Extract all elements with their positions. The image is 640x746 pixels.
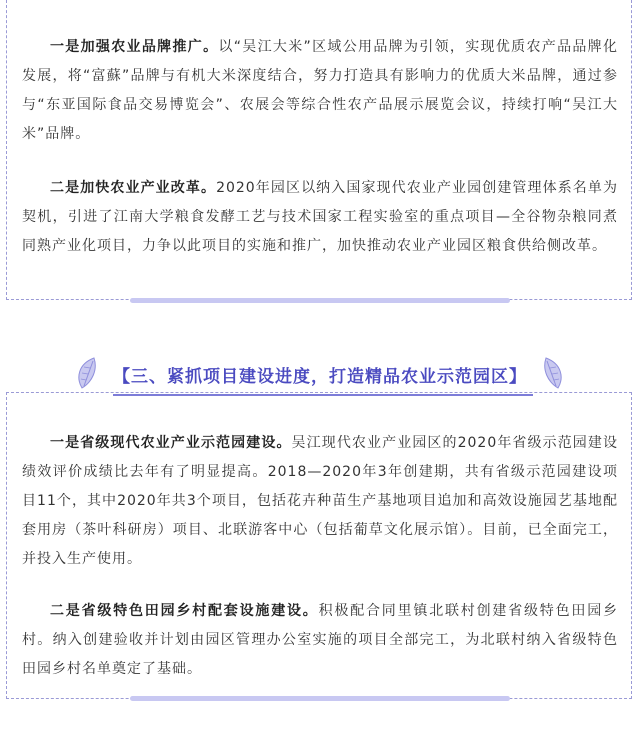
paragraph-rural-facilities [22, 597, 618, 684]
paragraph-brand-promotion [22, 33, 618, 149]
paragraph-industry-reform [22, 174, 618, 261]
paragraph-demo-park [22, 429, 618, 574]
paragraph-body: 以“吴江大米”区域公用品牌为引领，实现优质农产品品牌化发展，将“富蘇”品牌与有机大米深度结合，努力打造具有影响力的优质大米品牌，通过参与“东亚国际食品交易博览会”、农展会等综合性农产品展示展览会议，持续打响“吴江大米”品牌。 [22, 39, 618, 142]
paragraph-body: 2020年园区以纳入国家现代农业产业园创建管理体系名单为契机，引进了江南大学粮食发酵工艺与技术国家工程实验室的重点项目—全谷物杂粮同煮同熟产业化项目，力争以此项目的实施和推广，加快推动农业产业园区粮食供给侧改革。 [22, 180, 618, 254]
paragraph-lead: 一是省级现代农业产业示范园建设。 [50, 435, 292, 451]
paragraph-lead: 一是加强农业品牌推广。 [50, 39, 219, 55]
section-title: 【三、紧抓项目建设进度，打造精品农业示范园区】 [113, 367, 527, 387]
leaf-left-icon [74, 356, 100, 390]
leaf-right-icon [540, 356, 566, 390]
paragraph-body: 积极配合同里镇北联村创建省级特色田园乡村。纳入创建验收并计划由园区管理办公室实施的项目全部完工，为北联村纳入省级特色田园乡村名单奠定了基础。 [22, 603, 619, 677]
paragraph-lead: 二是省级特色田园乡村配套设施建设。 [50, 603, 319, 619]
paragraph-lead: 二是加快农业产业改革。 [50, 180, 217, 196]
decor-bar-bottom [130, 696, 510, 701]
paragraph-body: 吴江现代农业产业园区的2020年省级示范园建设绩效评价成绩比去年有了明显提高。2018—2020年3年创建期，共有省级示范园建设项目11个，其中2020年共3个项目，包括花卉种苗生产基地项目追加和高效设施园艺基地配套用房（茶叶科研房）项目、北联游客中心（包括葡草文化展示馆）。目前，已全面完工，并投入生产使用。 [22, 435, 618, 567]
decor-bar-top [130, 298, 510, 303]
